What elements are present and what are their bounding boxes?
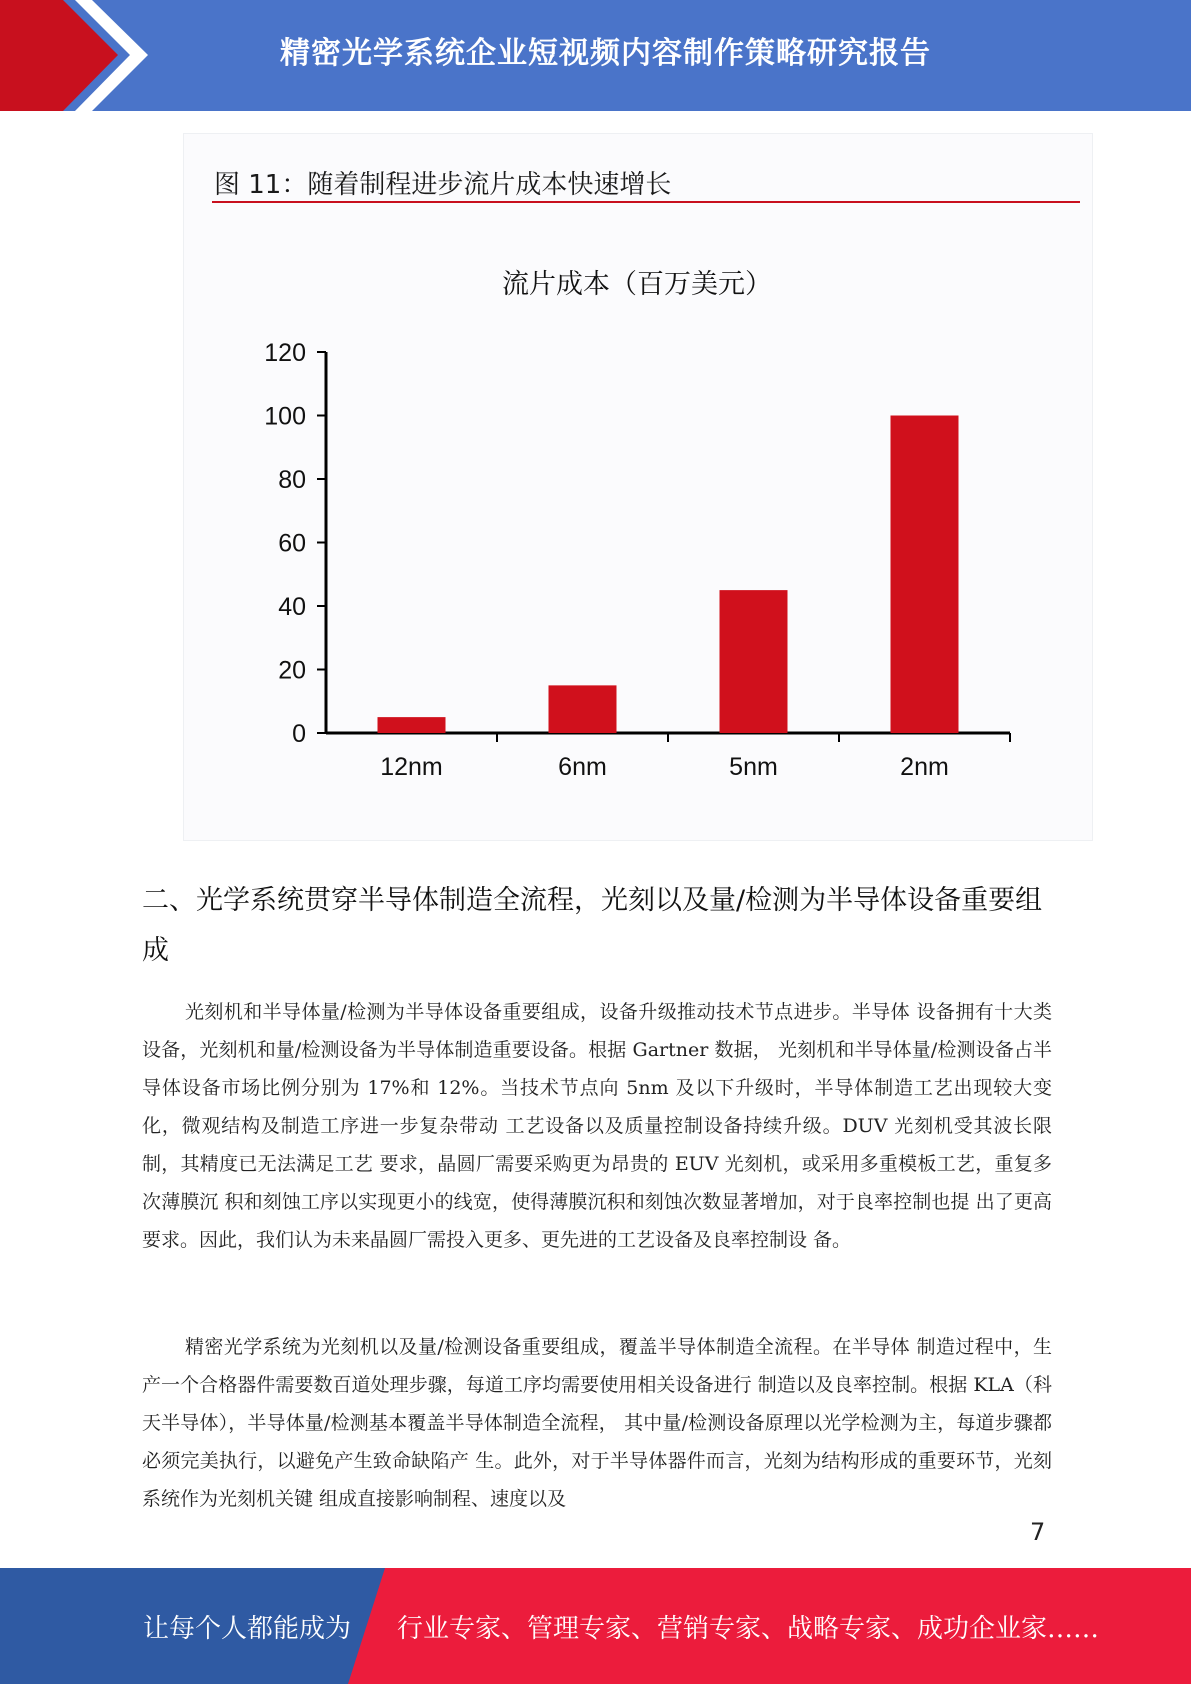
y-tick-label: 120 [264,339,306,367]
footer-slogan-left: 让每个人都能成为 [143,1613,352,1644]
bar-5nm [720,590,788,733]
header-arrow-icon [0,0,160,111]
chart-title: 流片成本（百万美元） [502,269,772,300]
report-title: 精密光学系统企业短视频内容制作策略研究报告 [280,36,931,71]
figure-panel [183,133,1093,841]
bar-2nm [891,416,959,734]
x-category-label: 12nm [380,753,443,781]
bar-6nm [549,685,617,733]
figure-caption: 图 11：随着制程进步流片成本快速增长 [214,170,672,200]
y-tick-label: 0 [292,720,306,748]
y-tick-label: 60 [278,529,306,558]
page-number: 7 [1030,1518,1046,1546]
bar-12nm [378,717,446,733]
y-tick-label: 40 [278,593,306,621]
footer-slogan-right: 行业专家、管理专家、营销专家、战略专家、成功企业家…… [397,1613,1100,1644]
x-category-label: 5nm [729,753,778,781]
x-category-label: 2nm [900,753,949,781]
y-tick-label: 80 [278,466,306,494]
body-paragraph-2: 精密光学系统为光刻机以及量/检测设备重要组成，覆盖半导体制造全流程。在半导体 制造过程中，生产一个合格器件需要数百道处理步骤，每道工序均需要使用相关设备进行 制造以及良率控制。根据 KLA（科天半导体），半导体量/检测基本覆盖半导体制造全流程， 其中量/检测设备原理以光学检测为主，每道步骤都必须完美执行，以避免产生致命缺陷产 生。此外，对于半导体器件而言，光刻为结构形成的重要环节，光刻系统作为光刻机关键 组成直接影响制程、速度以及 [142,1336,1052,1510]
y-tick-label: 100 [264,402,306,431]
x-category-label: 6nm [558,753,607,781]
y-tick-label: 20 [278,656,306,685]
footer-band [0,1568,1191,1684]
header-band [0,0,1191,111]
body-paragraph-1: 光刻机和半导体量/检测为半导体设备重要组成，设备升级推动技术节点进步。半导体 设备拥有十大类设备，光刻机和量/检测设备为半导体制造重要设备。根据 Gartner 数据， 光刻机和半导体量/检测设备占半导体设备市场比例分别为 17%和 12%。当技术节点向 5nm 及以下升级时，半导体制造工艺出现较大变化，微观结构及制造工序进一步复杂带动 工艺设备以及质量控制设备持续升级。DUV 光刻机受其波长限制，其精度已无法满足工艺 要求，晶圆厂需要采购更为昂贵的 EUV 光刻机，或采用多重模板工艺，重复多次薄膜沉 积和刻蚀工序以实现更小的线宽，使得薄膜沉积和刻蚀次数显著增加，对于良率控制也提 出了更高要求。因此，我们认为未来晶圆厂需投入更多、更先进的工艺设备及良率控制设 备。 [142,1001,1052,1251]
cost-bar-chart [184,134,1092,840]
section-heading: 二、光学系统贯穿半导体制造全流程，光刻以及量/检测为半导体设备重要组成 [142,885,1043,966]
